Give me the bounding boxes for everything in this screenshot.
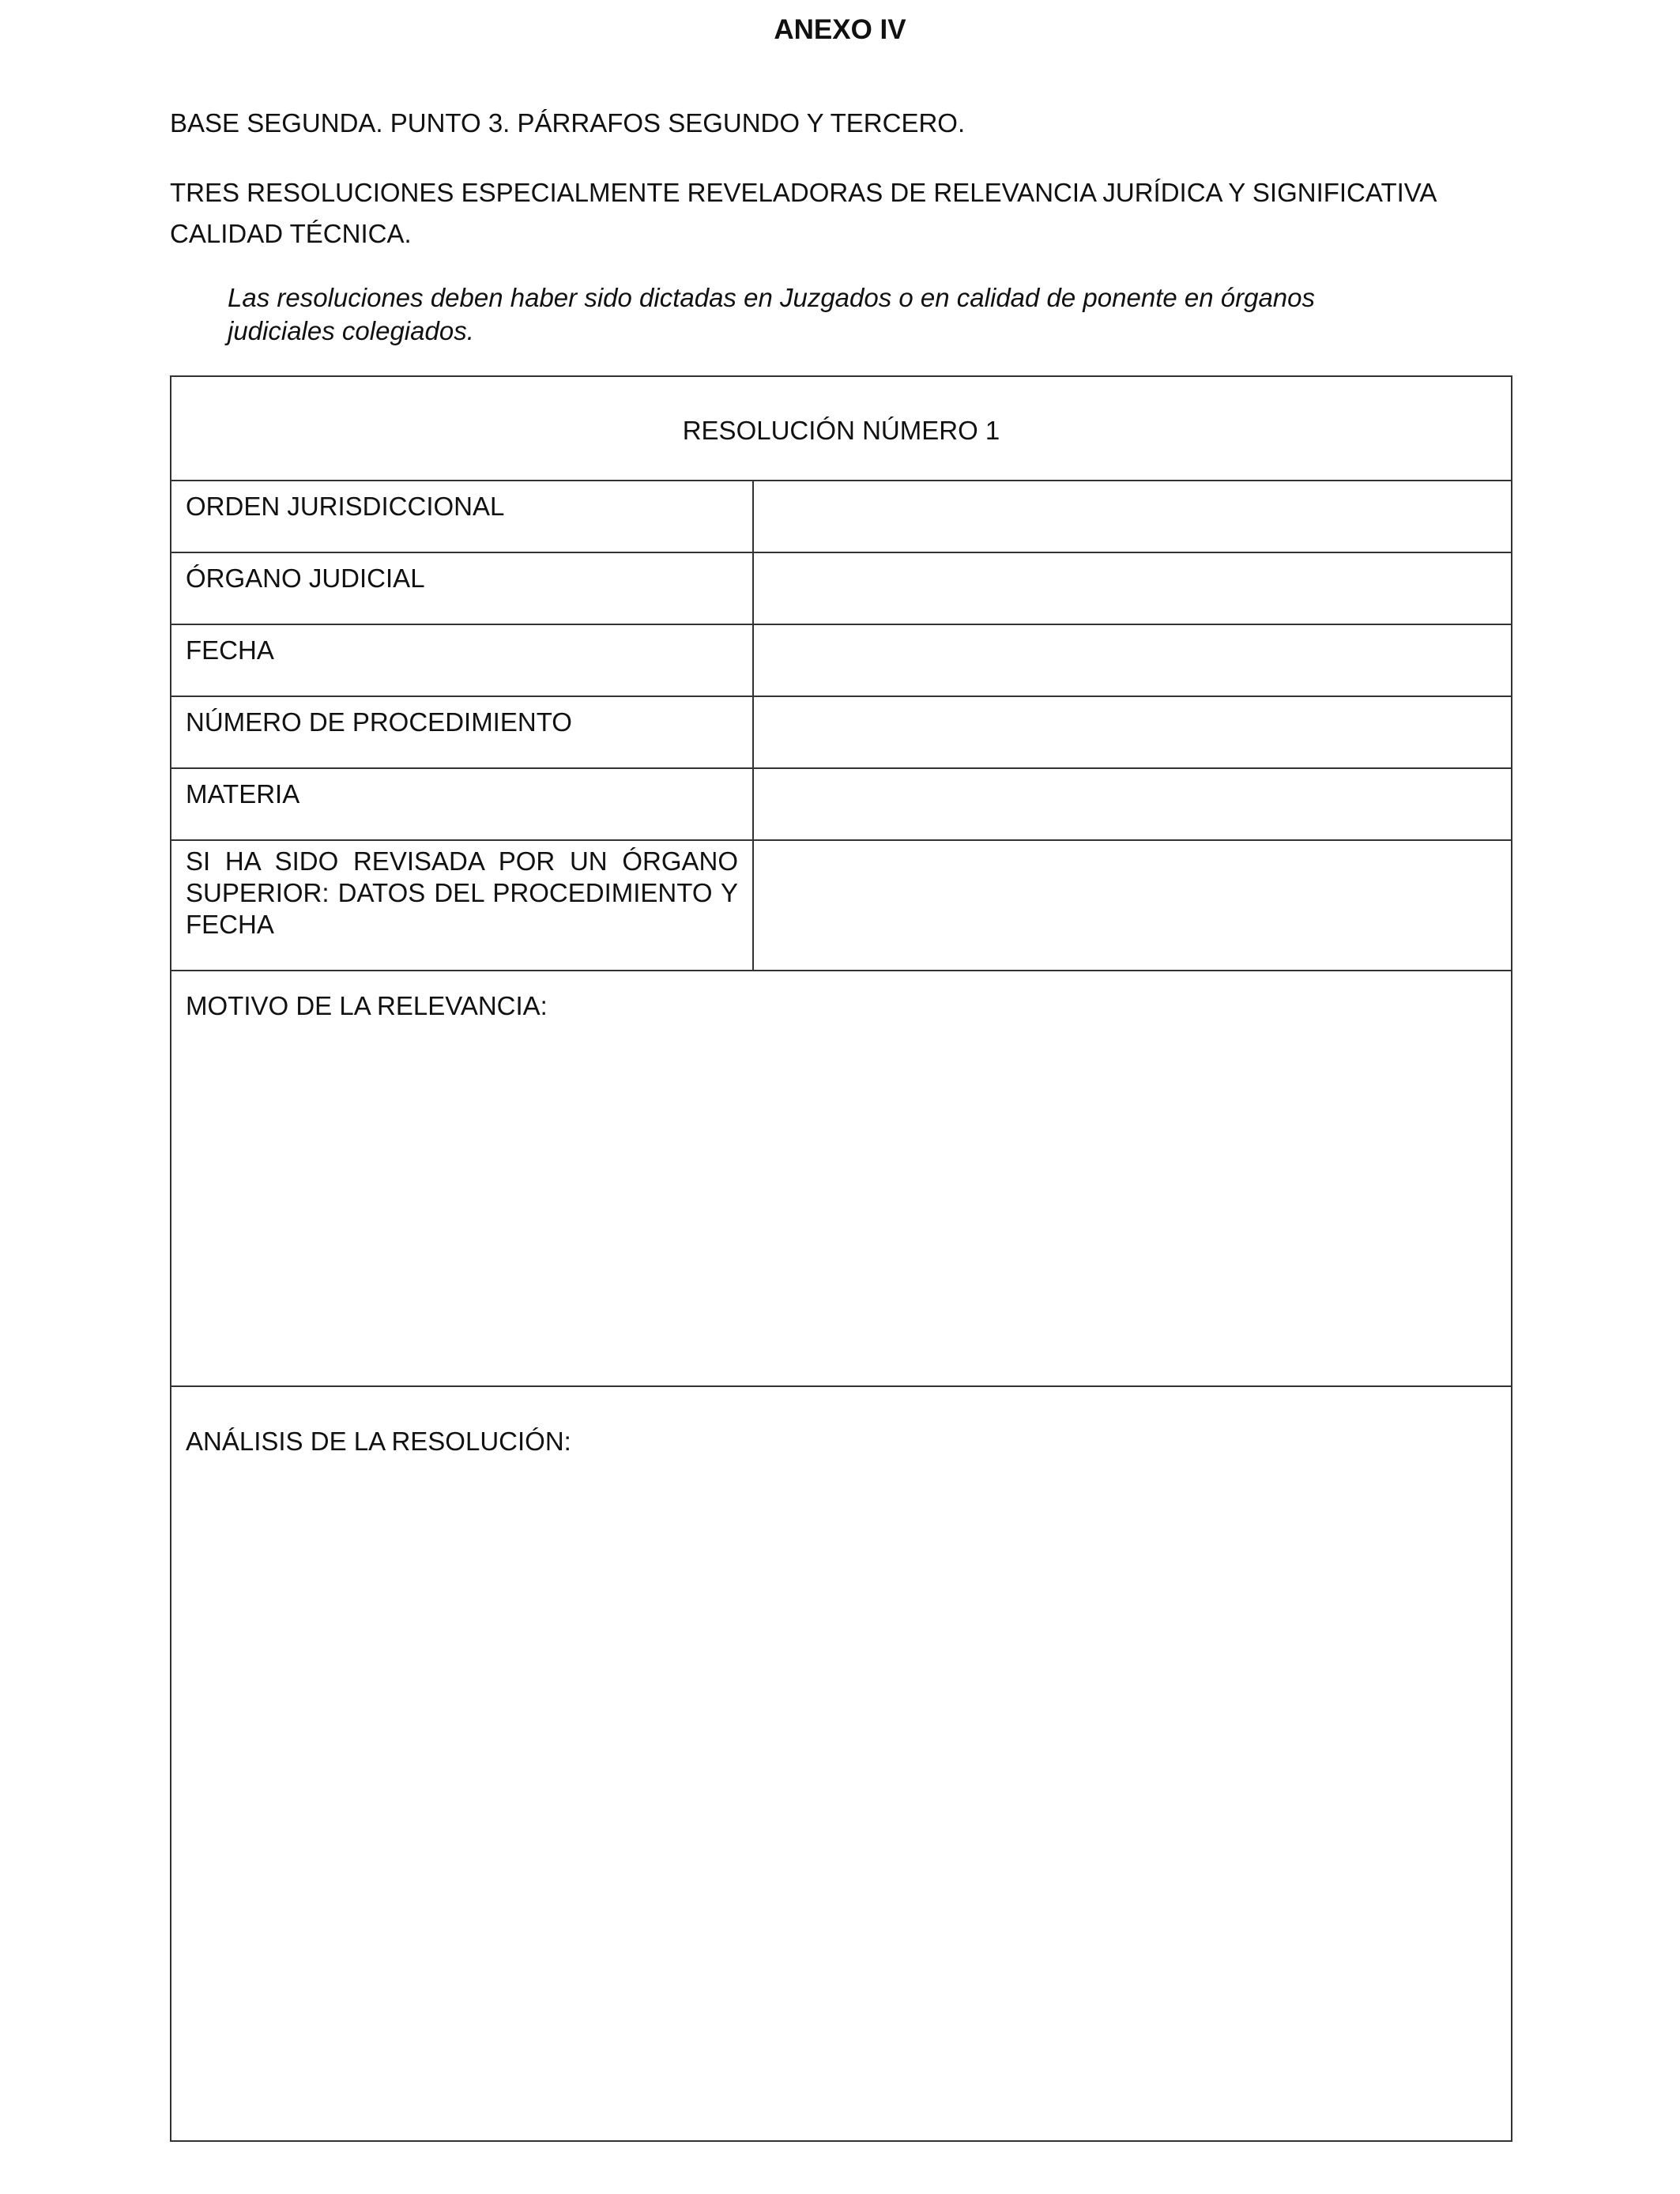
note-line-2: judiciales colegiados. (228, 316, 474, 345)
relevance-section[interactable] (171, 971, 1511, 1385)
field-label-fecha: FECHA (186, 635, 274, 665)
field-value-organo-judicial[interactable] (754, 553, 1511, 624)
field-value-numero-procedimiento[interactable] (754, 697, 1511, 767)
relevance-label: MOTIVO DE LA RELEVANCIA: (186, 991, 548, 1020)
note-line-1: Las resoluciones deben haber sido dictadas en Juzgados o en calidad de ponente en órganos (228, 283, 1316, 312)
requirement-line-2: CALIDAD TÉCNICA. (170, 219, 412, 248)
form-heading: RESOLUCIÓN NÚMERO 1 (682, 416, 1000, 445)
analysis-label: ANÁLISIS DE LA RESOLUCIÓN: (186, 1427, 571, 1456)
field-label-organo-judicial: ÓRGANO JUDICIAL (186, 564, 425, 593)
annex-title: ANEXO IV (774, 14, 906, 45)
field-value-fecha[interactable] (754, 625, 1511, 696)
field-value-revision-superior[interactable] (754, 841, 1511, 970)
resolution-form (170, 375, 1512, 2142)
base-reference: BASE SEGUNDA. PUNTO 3. PÁRRAFOS SEGUNDO Y TERCERO. (170, 108, 966, 138)
field-label-revision-superior: SI HA SIDO REVISADA POR UN ÓRGANO SUPERIOR: DATOS DEL PROCEDIMIENTO Y FECHA (186, 846, 738, 939)
field-label-materia: MATERIA (186, 779, 300, 809)
field-label-numero-procedimiento: NÚMERO DE PROCEDIMIENTO (186, 707, 572, 737)
analysis-section[interactable] (171, 1387, 1511, 2140)
field-value-orden-jurisdiccional[interactable] (754, 481, 1511, 552)
requirement-line-1: TRES RESOLUCIONES ESPECIALMENTE REVELADORAS DE RELEVANCIA JURÍDICA Y SIGNIFICATIVA (170, 178, 1437, 207)
instructions-note (228, 281, 1460, 348)
field-label-orden-jurisdiccional: ORDEN JURISDICCIONAL (186, 492, 505, 521)
field-value-materia[interactable] (754, 769, 1511, 839)
